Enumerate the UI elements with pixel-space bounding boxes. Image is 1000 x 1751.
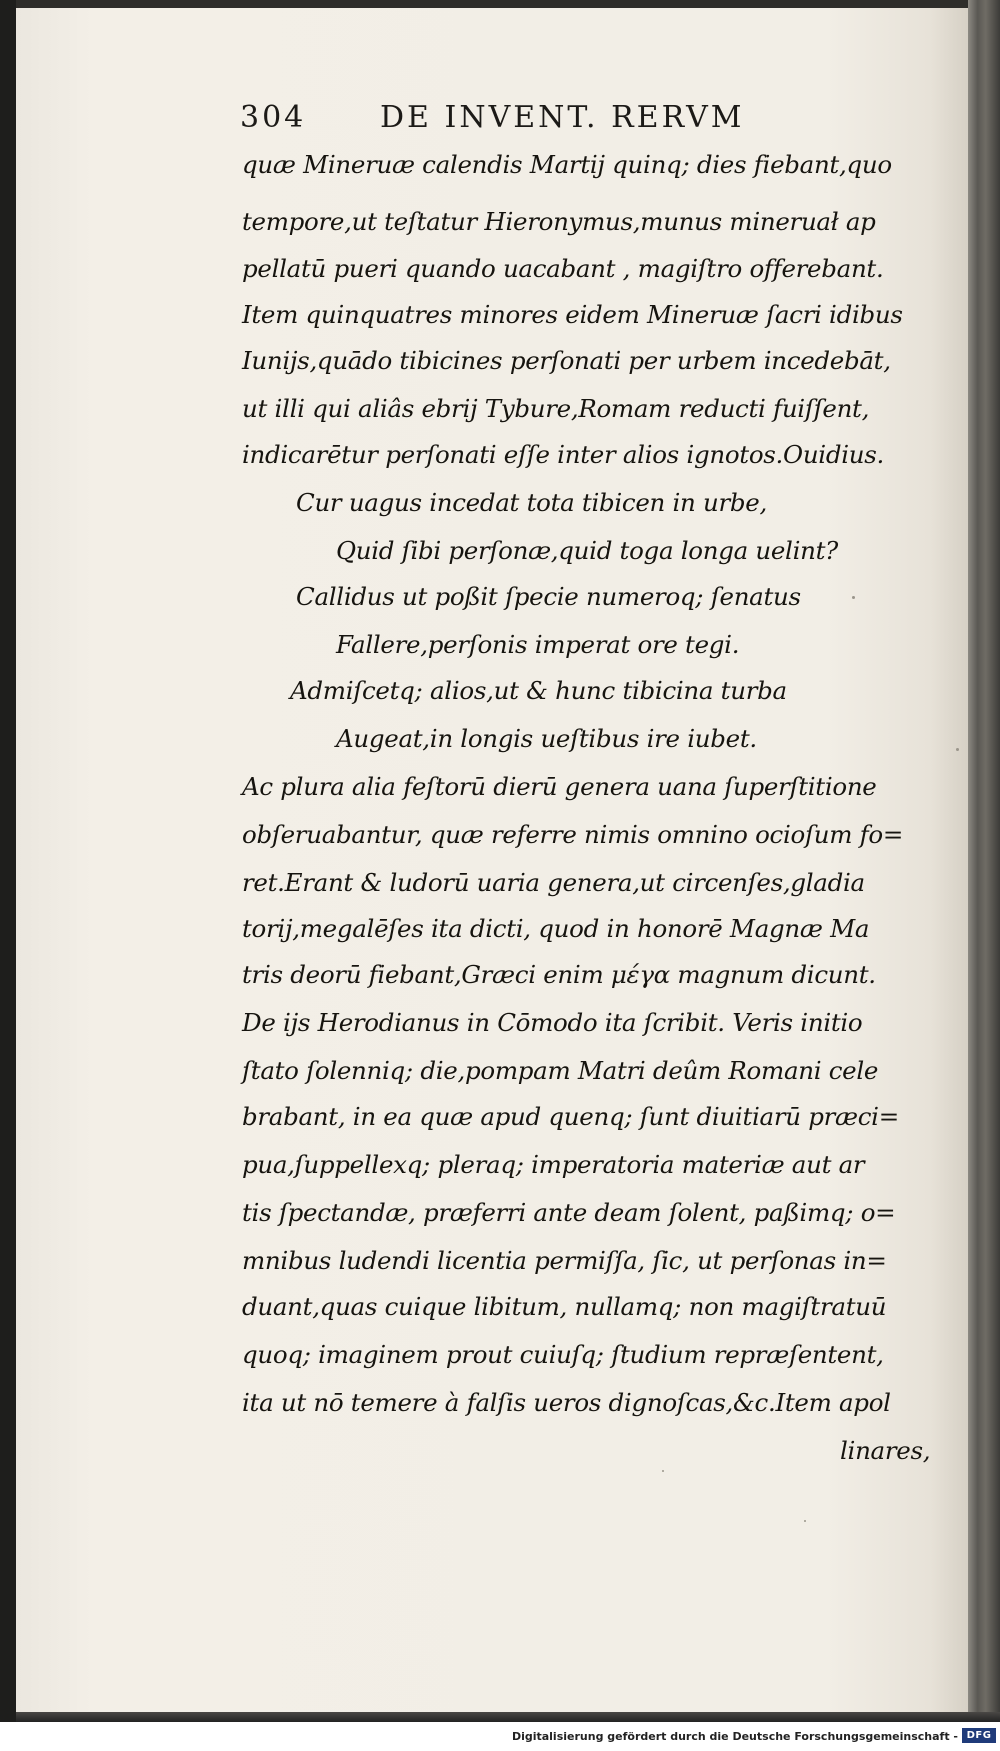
paper-speck (804, 1520, 806, 1522)
paper-speck (956, 748, 959, 751)
page-bottom-edge (16, 1712, 1000, 1722)
text-line: tris deorū fiebant,Græci enim μέγα magnum dicunt. (242, 960, 876, 989)
page-top-edge (0, 0, 1000, 8)
text-line: De ijs Herodianus in Cōmodo ita ſcribit. Veris initio (242, 1008, 863, 1037)
text-line: tempore,ut teſtatur Hieronymus,munus mineruał ap (242, 207, 876, 236)
text-line: tis ſpectandæ, præferri ante deam ſolent, paßimq; o= (242, 1198, 896, 1227)
text-line: Iunijs,quādo tibicines perſonati per urbem incedebāt, (242, 346, 891, 375)
page-number: 304 (240, 100, 307, 135)
text-line: torij,megalēſes ita dicti, quod in honorē Magnæ Ma (242, 914, 870, 943)
verse-line: Augeat,in longis ueſtibus ire iubet. (336, 724, 757, 753)
catchword: linares, (840, 1436, 931, 1465)
text-line: ret.Erant & ludorū uaria genera,ut circenſes,gladia (242, 868, 865, 897)
verse-line: Quid ſibi perſonæ,quid toga longa uelint? (336, 536, 838, 565)
page-left-edge (0, 0, 16, 1751)
verse-line: Cur uagus incedat tota tibicen in urbe, (296, 488, 767, 517)
funding-credit: Digitalisierung gefördert durch die Deutsche Forschungsgemeinschaft - (511, 1730, 958, 1743)
verse-line: Admiſcetq; alios,ut & hunc tibicina turba (290, 676, 787, 705)
dfg-logo: DFG (962, 1728, 996, 1743)
text-line: obſeruabantur, quæ referre nimis omnino ocioſum fo= (242, 820, 904, 849)
text-line: quoq; imaginem prout cuiuſq; ſtudium repræſentent, (242, 1340, 884, 1369)
footer-strip (0, 1722, 1000, 1751)
text-line: brabant, in ea quæ apud quenq; ſunt diuitiarū præci= (242, 1102, 899, 1131)
text-line: duant,quas cuique libitum, nullamq; non magiſtratuū (242, 1292, 887, 1321)
book-gutter-edge (968, 0, 1000, 1720)
text-line: quæ Mineruæ calendis Martij quinq; dies fiebant,quo (242, 150, 892, 179)
text-line: ut illi qui aliâs ebrij Tybure,Romam reducti fuiſſent, (242, 394, 870, 423)
text-line: pua,ſuppellexq; pleraq; imperatoria materiæ aut ar (242, 1150, 865, 1179)
text-line: Ac plura alia feſtorū dierū genera uana ſuperſtitione (242, 772, 877, 801)
verse-line: Callidus ut poßit ſpecie numeroq; ſenatus (296, 582, 801, 611)
paper-speck (852, 596, 855, 599)
text-line: mnibus ludendi licentia permiſſa, ſic, ut perſonas in= (242, 1246, 887, 1275)
paper-speck (662, 1470, 664, 1472)
text-line: Item quinquatres minores eidem Mineruæ ſacri idibus (242, 300, 903, 329)
text-line: indicarētur perſonati eſſe inter alios ignotos.Ouidius. (242, 440, 884, 469)
verse-line: Fallere,perſonis imperat ore tegi. (336, 630, 740, 659)
text-line: ita ut nō temere à falſis ueros dignoſcas,&c.Item apol (242, 1388, 891, 1417)
text-line: ſtato ſolenniq; die,pompam Matri deûm Romani cele (242, 1056, 879, 1085)
running-head (240, 100, 900, 144)
text-line: pellatū pueri quando uacabant , magiſtro offerebant. (242, 254, 884, 283)
running-title: DE INVENT. RERVM (380, 100, 745, 135)
